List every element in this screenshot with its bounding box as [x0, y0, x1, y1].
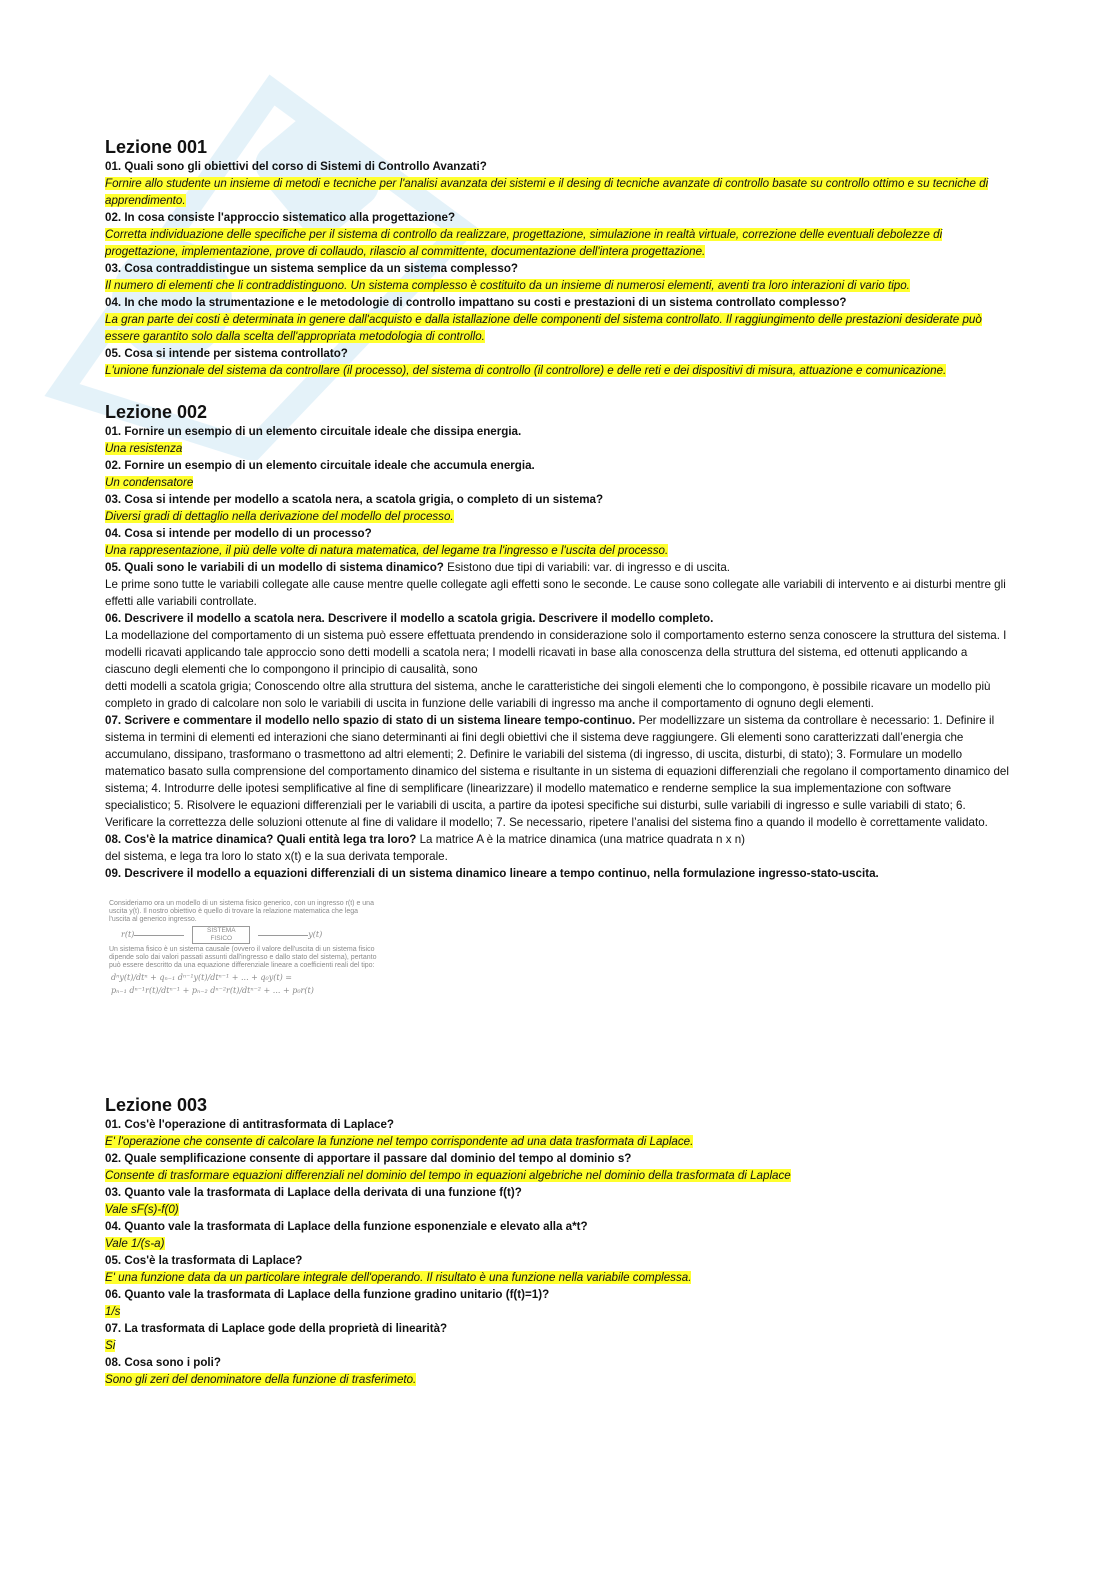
answer-inline: Per modellizzare un sistema da controllare è necessario: 1. Definire il sistema in termini di elementi ed interazioni che siano determinanti ai fini degli obiettivi che il sistema deve raggiungere. Gli elementi sono caratterizzati dall’energia che accumulano, dissipano, trasformano o trasmettono ad altri elementi; 2. Definire le variabili del sistema (di ingresso, di uscita, disturbi, di stato); 3. Formulare un modello matematico basato sulla comprensione del comportamento dinamico del sistema e risultante in un sistema di equazioni differenziali che regolano il comportamento dinamico del sistema; 4. Introdurre delle ipotesi semplificative al fine di semplificare (linearizzare) il modello matematico e renderne semplice la sua implementazione con software specialistico; 5. Risolvere le equazioni differenziali per le variabili di uscita, a partire da ipotesi specifiche sui disturbi, sulle variabili di ingresso e sulle variabili di stato; 6. Verificare la correttezza delle soluzioni ottenute al fine di validare il modello; 7. Se necessario, ripetere l’analisi del sistema fino a quando il modello è correttamente validato. — [105, 714, 1009, 829]
output-signal: y(t) — [308, 930, 323, 939]
question: 07. Scrivere e commentare il modello nello spazio di stato di un sistema lineare tempo-continuo. — [105, 714, 636, 727]
document-page — [105, 136, 1010, 1388]
answer: Consente di trasformare equazioni differenziali nel dominio del tempo in equazioni algebriche nel dominio della trasformata di Laplace — [105, 1169, 791, 1182]
lesson-003 — [105, 1094, 1010, 1388]
answer: E' l'operazione che consente di calcolare la funzione nel tempo corrispondente ad una data trasformata di Laplace. — [105, 1135, 694, 1148]
system-block — [192, 926, 250, 944]
question: 03. Cosa si intende per modello a scatola nera, a scatola grigia, o completo di un sistema? — [105, 493, 604, 506]
answer: L'unione funzionale del sistema da controllare (il processo), del sistema di controllo (il controllore) e delle reti e dei dispositivi di misura, attuazione e comunicazione. — [105, 364, 947, 377]
block-diagram — [121, 926, 377, 944]
answer: La gran parte dei costi è determinata in genere dall'acquisto e dalla istallazione delle componenti del sistema controllato. Il raggiungimento delle prestazioni desiderate può essere garantito solo dalla scelta dell'appropriata metodologia di controllo. — [105, 313, 982, 343]
question: 06. Descrivere il modello a scatola nera. Descrivere il modello a scatola grigia. Descrivere il modello completo. — [105, 612, 714, 625]
question: 01. Fornire un esempio di un elemento circuitale ideale che dissipa energia. — [105, 425, 522, 438]
answer: Il numero di elementi che li contraddistinguono. Un sistema complesso è costituito da un insieme di numerosi elementi, aventi tra loro interazioni di vario tipo. — [105, 279, 910, 292]
equation-line: pₙ₋₁ dⁿ⁻¹r(t)/dtⁿ⁻¹ + pₙ₋₂ dⁿ⁻²r(t)/dtⁿ⁻² + ... + p₀r(t) — [111, 986, 314, 995]
answer: Corretta individuazione delle specifiche per il sistema di controllo da realizzare, progettazione, simulazione in realtà virtuale, correzione delle eventuali debolezze di progettazione, implementazione, prove di collaudo, rilascio al committente, documentazione dell'intera progettazione. — [105, 228, 943, 258]
answer: 1/s — [105, 1305, 121, 1318]
answer-text: detti modelli a scatola grigia; Conoscendo oltre alla struttura del sistema, anche le caratteristiche dei singoli elementi che lo compongono, è possibile ricavare un modello più completo in grado di calcolare non solo le variabili di uscita in funzione delle variabili di ingresso ma anche il comportamento di ognuno degli elementi. — [105, 680, 991, 710]
question: 04. Quanto vale la trasformata di Laplace della funzione esponenziale e elevato alla a*t? — [105, 1220, 588, 1233]
question: 05. Cosa si intende per sistema controllato? — [105, 347, 348, 360]
answer: Un condensatore — [105, 476, 194, 489]
input-signal: r(t) — [121, 930, 135, 939]
question: 02. Fornire un esempio di un elemento circuitale ideale che accumula energia. — [105, 459, 535, 472]
lesson-title: Lezione 003 — [105, 1095, 208, 1115]
input-arrow — [134, 935, 184, 936]
answer: Fornire allo studente un insieme di metodi e tecniche per l'analisi avanzata dei sistemi e il desing di tecniche avanzate di controllo basate su controllo ottimo e su tecniche di apprendimento. — [105, 177, 989, 207]
question: 02. In cosa consiste l'approccio sistematico alla progettazione? — [105, 211, 456, 224]
answer: Sono gli zeri del denominatore della funzione di trasferimeto. — [105, 1373, 417, 1386]
question: 04. In che modo la strumentazione e le metodologie di controllo impattano su costi e prestazioni di un sistema controllato complesso? — [105, 296, 847, 309]
question: 07. La trasformata di Laplace gode della proprietà di linearità? — [105, 1322, 448, 1335]
question: 01. Cos'è l'operazione di antitrasformata di Laplace? — [105, 1118, 394, 1131]
answer-text: del sistema, e lega tra loro lo stato x(t) e la sua derivata temporale. — [105, 850, 448, 863]
system-model-figure — [109, 900, 377, 1036]
block-label: SISTEMA — [207, 927, 236, 934]
answer-inline: Esistono due tipi di variabili: var. di ingresso e di uscita. — [443, 561, 730, 574]
lesson-001 — [105, 136, 1010, 379]
question: 06. Quanto vale la trasformata di Laplace della funzione gradino unitario (f(t)=1)? — [105, 1288, 550, 1301]
equation-line: dⁿy(t)/dtⁿ + qₙ₋₁ dⁿ⁻¹y(t)/dtⁿ⁻¹ + ... + q₀y(t) = — [111, 973, 292, 982]
answer: Diversi gradi di dettaglio nella derivazione del modello del processo. — [105, 510, 454, 523]
qa-08 — [105, 831, 1010, 848]
figure-description: Un sistema fisico è un sistema causale (ovvero il valore dell'uscita di un sistema fisico dipende solo dai valori passati assunti dall'ingresso e dallo stato del sistema), pertanto può essere descritto da una equazione differenziale lineare a coefficienti reali del tipo: — [109, 946, 377, 969]
question: 08. Cos'è la matrice dinamica? Quali entità lega tra loro? — [105, 833, 417, 846]
output-arrow — [258, 935, 308, 936]
question: 04. Cosa si intende per modello di un processo? — [105, 527, 372, 540]
lesson-002 — [105, 401, 1010, 1036]
qa-07 — [105, 712, 1010, 831]
answer: E' una funzione data da un particolare integrale dell'operando. Il risultato è una funzione nella variabile complessa. — [105, 1271, 692, 1284]
answer-text: Le prime sono tutte le variabili collegate alle cause mentre quelle collegate agli effetti sono le seconde. Le cause sono collegate alle variabili di intervento e ai disturbi mentre gli effetti alle variabili controllate. — [105, 578, 1006, 608]
answer: Vale sF(s)-f(0) — [105, 1203, 179, 1216]
question: 08. Cosa sono i poli? — [105, 1356, 221, 1369]
block-label: FISICO — [210, 935, 233, 942]
question: 03. Cosa contraddistingue un sistema semplice da un sistema complesso? — [105, 262, 518, 275]
answer-inline: La matrice A è la matrice dinamica (una matrice quadrata n x n) — [416, 833, 746, 846]
question: 02. Quale semplificazione consente di apportare il passare dal dominio del tempo al dominio s? — [105, 1152, 632, 1165]
question: 05. Quali sono le variabili di un modello di sistema dinamico? — [105, 561, 444, 574]
answer: Una resistenza — [105, 442, 183, 455]
question: 01. Quali sono gli obiettivi del corso di Sistemi di Controllo Avanzati? — [105, 160, 487, 173]
answer: Vale 1/(s-a) — [105, 1237, 165, 1250]
question: 05. Cos'è la trasformata di Laplace? — [105, 1254, 303, 1267]
answer: Una rappresentazione, il più delle volte di natura matematica, del legame tra l'ingresso e l'uscita del processo. — [105, 544, 669, 557]
answer: Si — [105, 1339, 116, 1352]
figure-intro: Consideriamo ora un modello di un sistema fisico generico, con un ingresso r(t) e una uscita y(t). Il nostro obiettivo è quello di trovare la relazione matematica che lega l'uscita al generico ingresso. — [109, 900, 374, 923]
question: 03. Quanto vale la trasformata di Laplace della derivata di una funzione f(t)? — [105, 1186, 522, 1199]
lesson-title: Lezione 001 — [105, 137, 208, 157]
qa-05 — [105, 559, 1010, 576]
question: 09. Descrivere il modello a equazioni differenziali di un sistema dinamico lineare a tempo continuo, nella formulazione ingresso-stato-uscita. — [105, 867, 879, 880]
answer-text: La modellazione del comportamento di un sistema può essere effettuata prendendo in considerazione solo il comportamento esterno senza conoscere la struttura del sistema. I modelli ricavati applicando tale approccio sono detti modelli a scatola nera; I modelli ricavati in base alla conoscenza della struttura del sistema, ed ottenuti applicando a ciascuno degli elementi che lo compongono il principio di causalità, sono — [105, 629, 1007, 676]
lesson-title: Lezione 002 — [105, 402, 208, 422]
